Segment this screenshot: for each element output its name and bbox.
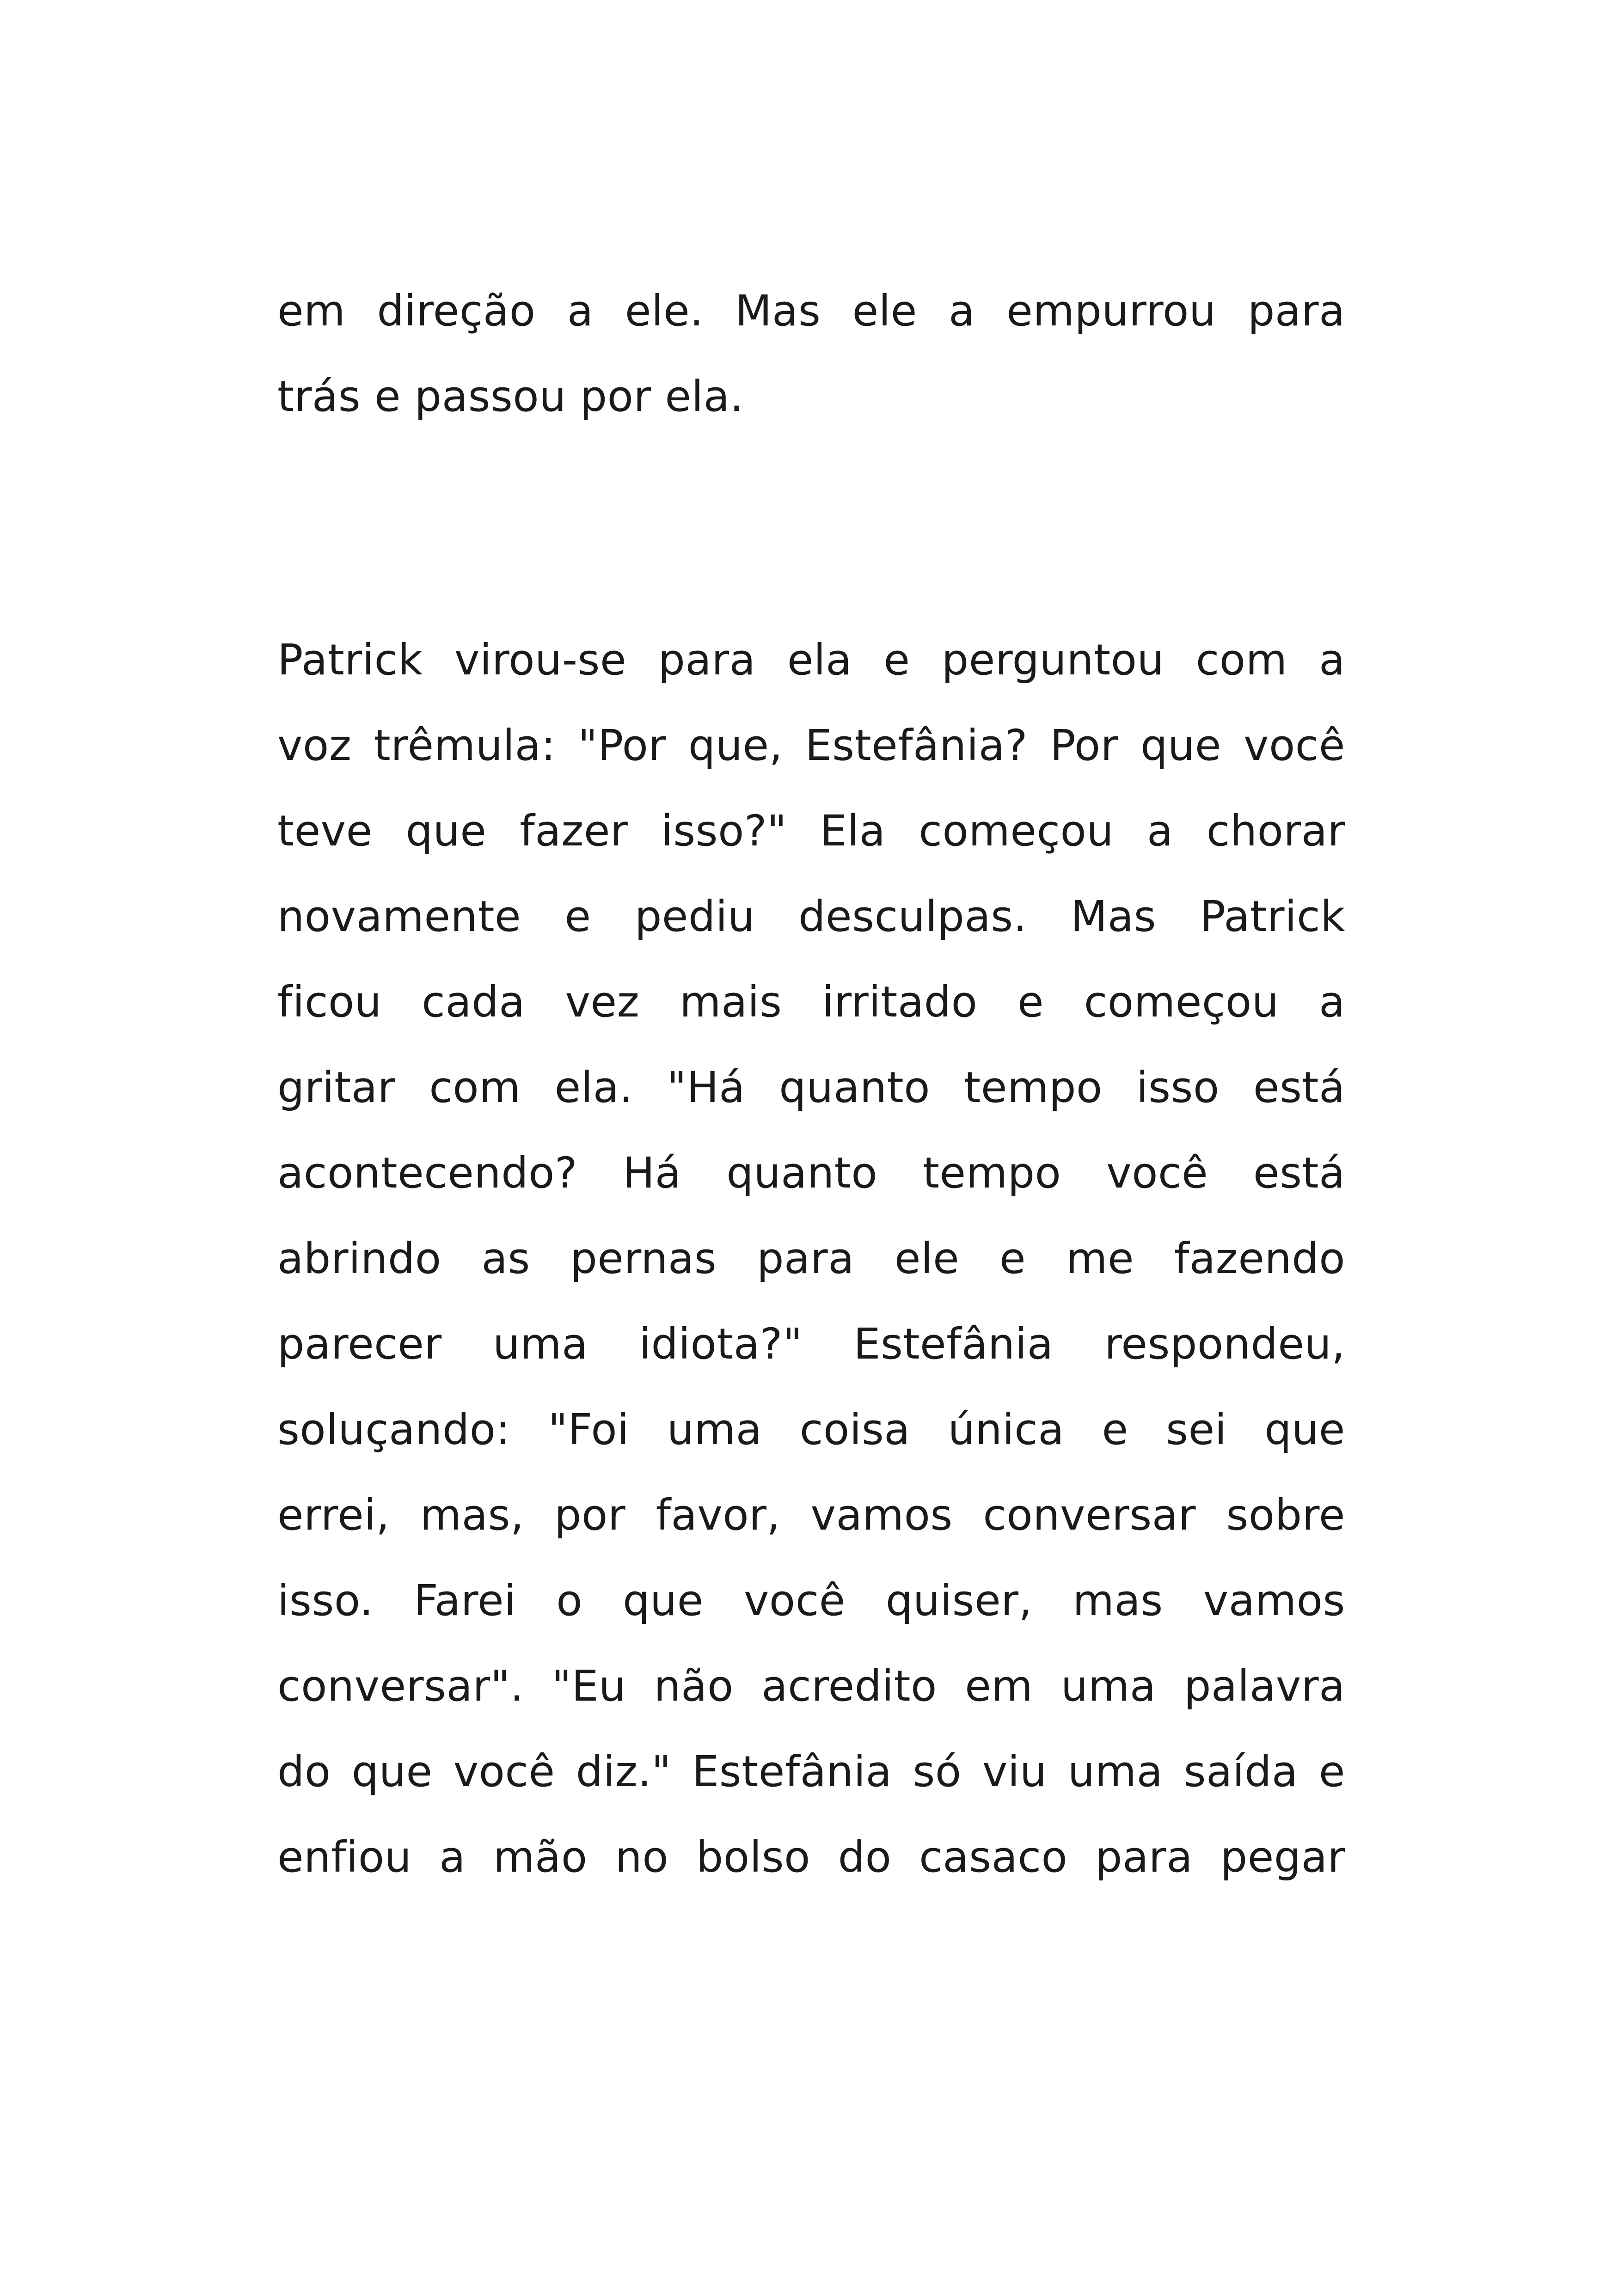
- paragraph: [277, 617, 1345, 1900]
- text-line: trás e passou por ela.: [277, 372, 744, 421]
- text-line: gritar com ela. "Há quanto tempo isso está: [277, 1063, 1345, 1112]
- text-line: isso. Farei o que você quiser, mas vamos: [277, 1576, 1345, 1625]
- text-line: novamente e pediu desculpas. Mas Patrick: [277, 892, 1345, 941]
- paragraph: [277, 268, 1345, 439]
- text-line: abrindo as pernas para ele e me fazendo: [277, 1234, 1345, 1283]
- text-line: voz trêmula: "Por que, Estefânia? Por que você: [277, 721, 1345, 770]
- text-line: conversar". "Eu não acredito em uma palavra: [277, 1661, 1345, 1711]
- text-line: ficou cada vez mais irritado e começou a: [277, 977, 1345, 1027]
- text-line: parecer uma idiota?" Estefânia respondeu,: [277, 1319, 1345, 1369]
- text-line: teve que fazer isso?" Ela começou a chorar: [277, 806, 1345, 856]
- text-line: acontecendo? Há quanto tempo você está: [277, 1148, 1345, 1198]
- text-line: soluçando: "Foi uma coisa única e sei que: [277, 1405, 1345, 1454]
- text-line: do que você diz." Estefânia só viu uma saída e: [277, 1747, 1345, 1796]
- text-line: enfiou a mão no bolso do casaco para pegar: [277, 1832, 1345, 1882]
- text-line: Patrick virou-se para ela e perguntou com a: [277, 635, 1345, 685]
- text-line: errei, mas, por favor, vamos conversar sobre: [277, 1490, 1345, 1540]
- text-line: em direção a ele. Mas ele a empurrou para: [277, 286, 1345, 336]
